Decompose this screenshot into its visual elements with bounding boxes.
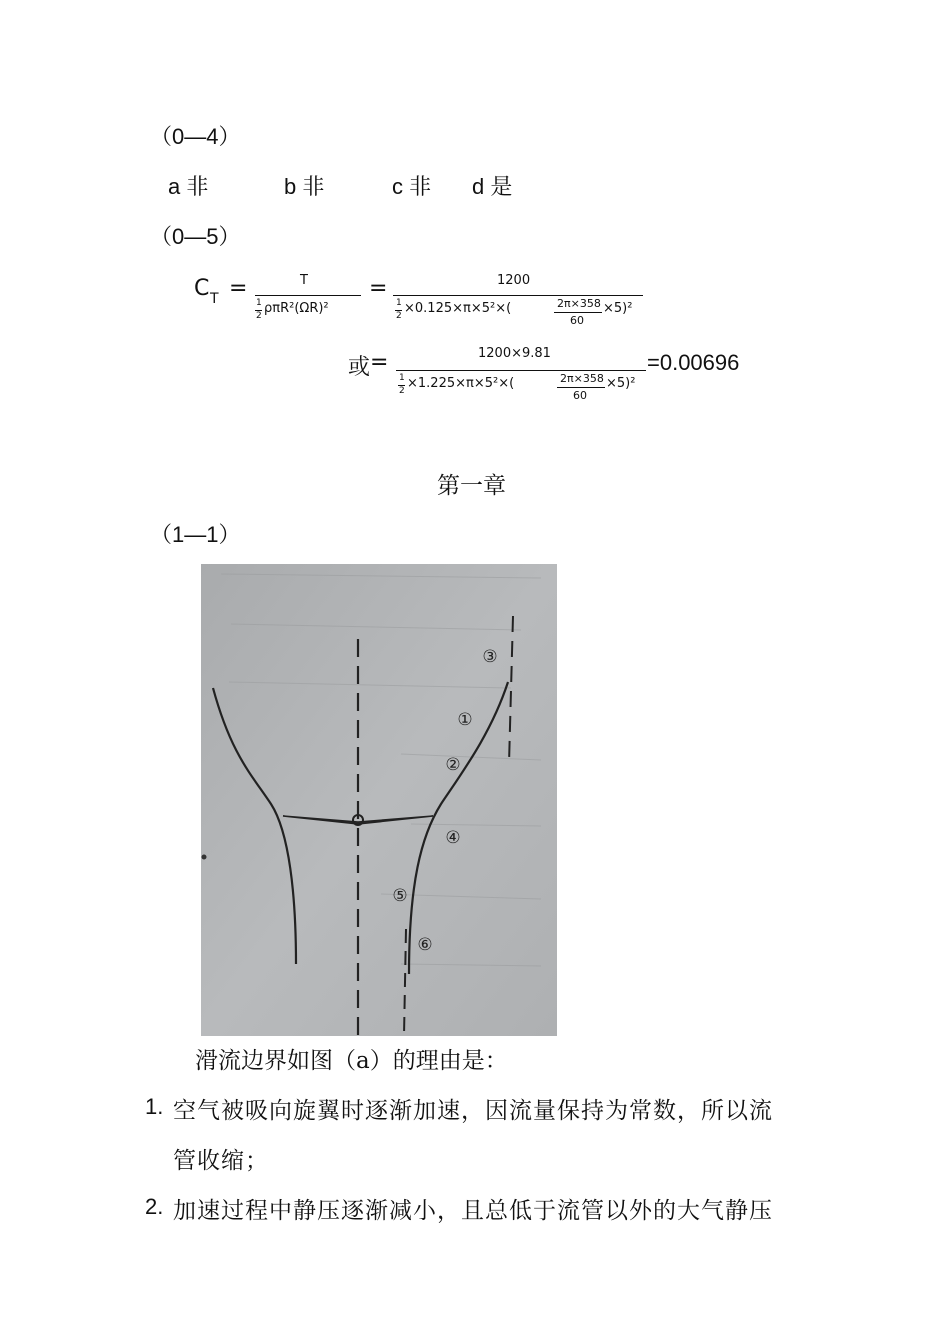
fraction3-denominator-part-b: ×5)² bbox=[606, 376, 636, 391]
fraction3-numerator: 1200×9.81 bbox=[478, 346, 551, 361]
half-den-2: 2 bbox=[396, 311, 402, 321]
answer-d: d 是 bbox=[472, 174, 513, 199]
fraction1-numerator: T bbox=[300, 273, 308, 288]
half-num-3: 1 bbox=[399, 373, 405, 383]
fraction2-denominator-part-a: ×0.125×π×5²×( bbox=[404, 301, 512, 316]
marker-4: ④ bbox=[445, 828, 461, 848]
fraction1-denominator: ρπR²(ΩR)² bbox=[264, 301, 329, 316]
section-label-1-1: （1—1） bbox=[150, 522, 241, 547]
equals-3: = bbox=[370, 350, 389, 375]
fraction2-numerator: 1200 bbox=[497, 273, 531, 288]
half-num-2: 1 bbox=[396, 298, 402, 308]
slipstream-diagram bbox=[201, 564, 557, 1036]
list-item-1-line-2: 管收缩； bbox=[173, 1148, 269, 1174]
answer-c: c 非 bbox=[392, 174, 432, 199]
inner-fraction3-denominator: 60 bbox=[573, 389, 587, 402]
list-item-1-line-1: 空气被吸向旋翼时逐渐加速，因流量保持为常数，所以流 bbox=[173, 1098, 773, 1124]
slipstream-figure bbox=[201, 564, 557, 1036]
inner-fraction3-numerator: 2π×358 bbox=[560, 372, 604, 385]
fraction2-bar bbox=[393, 295, 643, 296]
fraction3-bar bbox=[396, 370, 646, 371]
half-num-1: 1 bbox=[256, 298, 262, 308]
inner-fraction-numerator: 2π×358 bbox=[557, 297, 601, 310]
inner-fraction-bar bbox=[554, 312, 602, 313]
list-number-2: 2. bbox=[145, 1194, 164, 1219]
lhs-symbol: C bbox=[194, 276, 210, 301]
list-number-1: 1. bbox=[145, 1094, 164, 1119]
inner-fraction3-bar bbox=[557, 387, 605, 388]
fraction3-denominator-part-a: ×1.225×π×5²×( bbox=[407, 376, 515, 391]
marker-3: ③ bbox=[482, 647, 498, 667]
marker-2: ② bbox=[445, 755, 461, 775]
answer-b: b 非 bbox=[284, 174, 325, 199]
equals-2: = bbox=[369, 276, 388, 301]
equals-1: = bbox=[229, 276, 248, 301]
or-label: 或 bbox=[348, 355, 371, 380]
inner-fraction-denominator: 60 bbox=[570, 314, 584, 327]
answer-a: a 非 bbox=[168, 174, 209, 199]
half-den-3: 2 bbox=[399, 386, 405, 396]
list-item-2-line-1: 加速过程中静压逐渐减小，且总低于流管以外的大气静压 bbox=[173, 1198, 773, 1224]
marker-6: ⑥ bbox=[417, 935, 433, 955]
fraction2-denominator-part-b: ×5)² bbox=[603, 301, 633, 316]
marker-1: ① bbox=[457, 710, 473, 730]
half-den-1: 2 bbox=[256, 311, 262, 321]
section-label-0-4: （0—4） bbox=[150, 124, 241, 149]
fraction1-bar bbox=[255, 295, 361, 296]
section-label-0-5: （0—5） bbox=[150, 224, 241, 249]
lhs-subscript: T bbox=[210, 291, 219, 307]
chapter-title: 第一章 bbox=[437, 473, 506, 499]
result-value: =0.00696 bbox=[647, 350, 740, 375]
figure-caption: 滑流边界如图（a）的理由是： bbox=[195, 1048, 508, 1074]
marker-5: ⑤ bbox=[392, 886, 408, 906]
